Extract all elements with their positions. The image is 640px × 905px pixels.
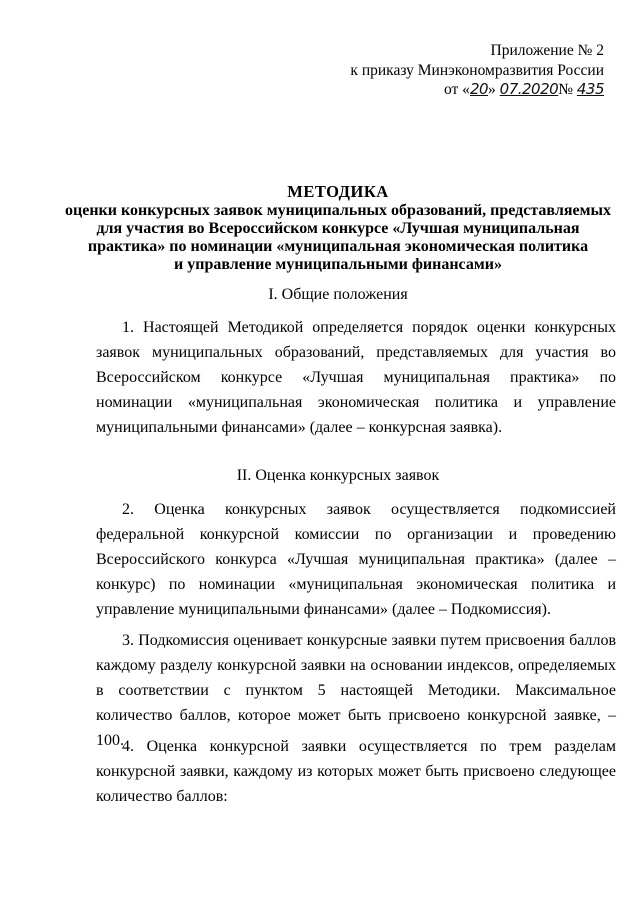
document-title: МЕТОДИКА [287, 182, 389, 201]
document-title-block [60, 183, 616, 274]
order-number-handwritten: 435 [576, 80, 604, 98]
document-subtitle-line: для участия во Всероссийском конкурсе «Лучшая муниципальная [96, 220, 580, 237]
document-subtitle-line: оценки конкурсных заявок муниципальных образований, представляемых [65, 202, 611, 219]
number-label: № [558, 81, 573, 98]
document-subtitle-line: и управление муниципальными финансами» [174, 256, 502, 273]
date-close: » [488, 81, 496, 98]
paragraph-4: 4. Оценка конкурсной заявки осуществляется по трем разделам конкурсной заявки, каждому из которых может быть присвоено следующее количество баллов: [96, 738, 616, 805]
section-heading-general: I. Общие положения [268, 286, 408, 303]
appendix-header [304, 41, 604, 100]
paragraph-1: 1. Настоящей Методикой определяется порядок оценки конкурсных заявок муниципальных образований, представляемых для участия во Всероссийском конкурсе «Лучшая муниципальная практика» по номинации «муниципальная экономическая политика и управление муниципальными финансами» (далее – конкурсная заявка). [96, 319, 616, 436]
date-month-year-handwritten: 07.2020 [499, 80, 559, 98]
paragraph-2: 2. Оценка конкурсных заявок осуществляется подкомиссией федеральной конкурсной комиссии по организации и проведению Всероссийского конкурса «Лучшая муниципальная практика» (далее – конкурс) по номинации «муниципальная экономическая политика и управление муниципальными финансами» (далее – Подкомиссия). [96, 501, 616, 618]
appendix-date-line [304, 80, 604, 100]
appendix-title: Приложение № 2 [490, 42, 604, 59]
date-day-handwritten: 20 [469, 80, 489, 98]
document-subtitle-line: практика» по номинации «муниципальная экономическая политика [87, 238, 589, 255]
date-prefix: от « [443, 81, 470, 98]
section-heading-evaluation: II. Оценка конкурсных заявок [236, 467, 440, 484]
paragraph-3: 3. Подкомиссия оценивает конкурсные заявки путем присвоения баллов каждому разделу конкурсной заявки на основании индексов, определяемых в соответствии с пунктом 5 настоящей Методики. Максимальное количество баллов, которое может быть присвоено конкурсной заявке, – 100. [96, 632, 616, 749]
appendix-order-ref: к приказу Минэкономразвития России [350, 61, 604, 79]
